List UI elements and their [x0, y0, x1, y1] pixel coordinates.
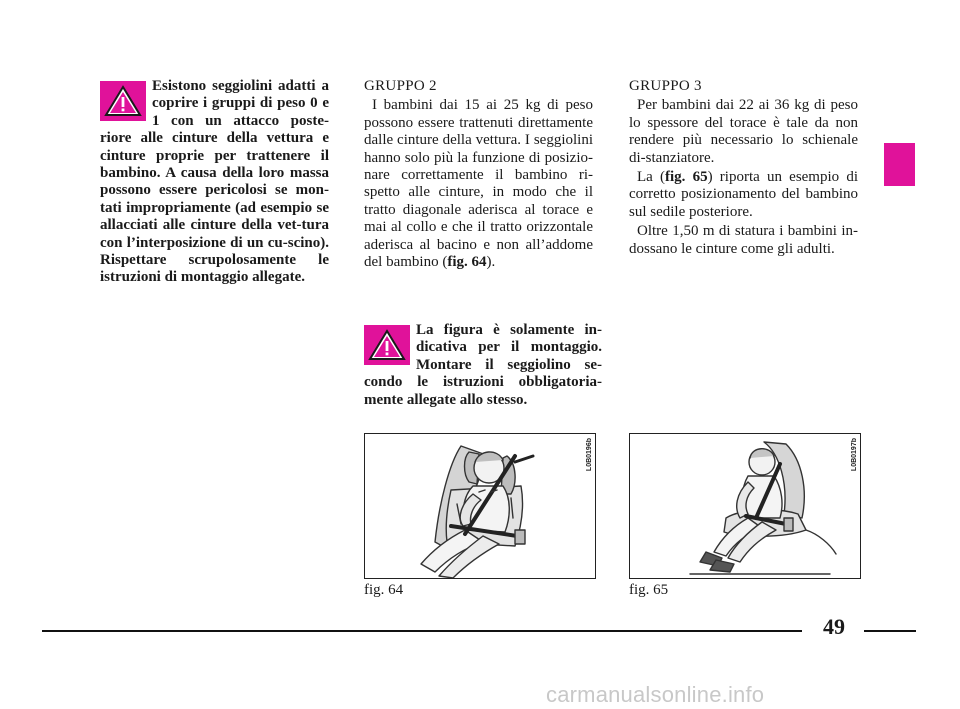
figure-64-illustration — [364, 433, 596, 579]
paragraph-gruppo-3-2: La (fig. 65) riporta un esempio di corretto posizionamento del bambino sul sedile posteriore. — [629, 169, 858, 220]
warning-text-1: Esistono seggiolini adatti a coprire i gruppi di peso 0 e 1 con un attacco poste-riore alle cinture della vettura e cinture proprie per trattenere il bambino. A causa della loro massa possono essere pericolosi se mon-tati impropriamente (ad esempio se allacciati alle cinture della vet-tura con l’interposizione di un cu-scino). Rispettare scrupolosamente le istruzioni di montaggio allegate. — [100, 78, 329, 286]
figure-code: L0B0197b — [851, 438, 858, 472]
warning-text-2: La figura è solamente in-dicativa per il montaggio. Montare il seggiolino se-condo le istruzioni obbligatoria-mente allegate allo stesso. — [364, 322, 602, 408]
heading-gruppo-3: GRUPPO 3 — [629, 78, 702, 94]
figure-64-caption: fig. 64 — [364, 582, 404, 598]
paragraph-gruppo-3-3: Oltre 1,50 m di statura i bambini in-dossano le cinture come gli adulti. — [629, 223, 858, 257]
figure-65-illustration — [629, 433, 861, 579]
footer-rule-left — [42, 630, 802, 632]
figure-65-caption: fig. 65 — [629, 582, 669, 598]
heading-gruppo-2: GRUPPO 2 — [364, 78, 437, 94]
watermark: carmanualsonline.info — [546, 682, 765, 707]
warning-triangle-icon — [100, 81, 146, 121]
child-adult-belt-illustration — [630, 434, 860, 578]
page-number: 49 — [823, 614, 845, 639]
warning-triangle-icon — [364, 325, 410, 365]
footer-rule-right — [864, 630, 916, 632]
paragraph-gruppo-3-1: Per bambini dai 22 ai 36 kg di peso lo spessore del torace è tale da non rendere più necessario lo schienale di-stanziatore. — [629, 97, 858, 166]
fig-65-reference: fig. 65 — [665, 169, 708, 186]
fig-64-reference: fig. 64 — [447, 254, 487, 271]
section-tab-marker — [884, 143, 915, 186]
warning-block-2 — [364, 322, 602, 409]
paragraph-gruppo-2: I bambini dai 15 ai 25 kg di peso possono essere trattenuti direttamente dalle cinture della vettura. I seggiolini hanno solo più la funzione di posizio-nare correttamente il bambino ri-spetto alle cinture, in modo che il tratto diagonale aderisca al torace e mai al collo e che il tratto orizzontale aderisca al bacino e non all’addome del bambino (fig. 64). — [364, 97, 593, 271]
figure-code: L0B0196b — [586, 438, 593, 472]
section-gruppo-3 — [629, 78, 858, 260]
section-gruppo-2 — [364, 78, 593, 273]
warning-block-1 — [100, 78, 329, 287]
child-seat-booster-illustration — [365, 434, 595, 578]
